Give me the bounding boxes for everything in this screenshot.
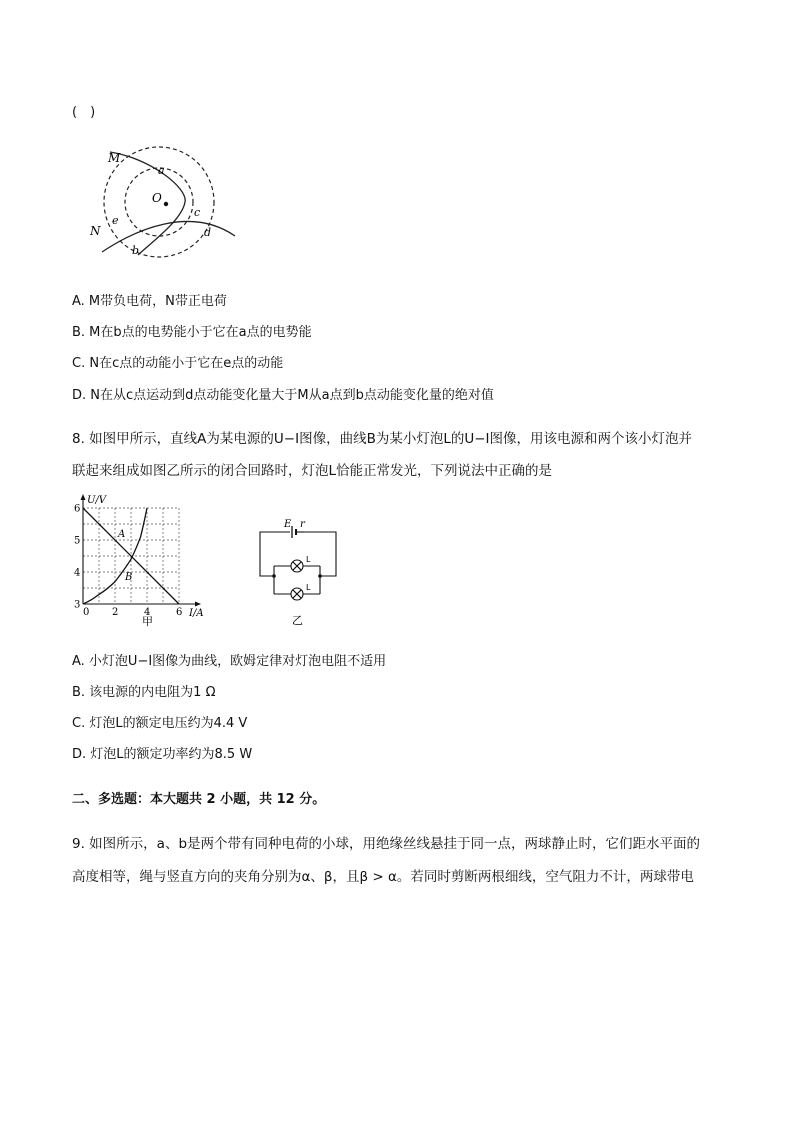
x-tick-label: 2 [112,607,119,618]
q7-option-b: B. M在b点的电势能小于它在a点的电势能 [72,325,312,340]
ui-graph [70,492,230,627]
wire-left [260,532,290,576]
field-lines-figure [80,140,250,265]
q8-stem-line1: 8. 如图甲所示，直线A为某电源的U−I图像，曲线B为某小灯泡L的U−I图像，用该电源和两个该小灯泡并 [72,431,693,447]
label-a: a [158,164,165,177]
label-d: d [204,226,212,239]
q7-option-d: D. N在从c点运动到d点动能变化量大于M从a点到b点动能变化量的绝对值 [72,388,494,403]
q9-line2: 高度相等，绳与竖直方向的夹角分别为α、β，且β > α。若同时剪断两根细线，空气阻力不计，两球带电 [72,869,694,885]
circuit-diagram [252,518,352,630]
label-e: e [112,214,119,227]
y-tick-label: 3 [74,599,81,611]
label-L1: L [306,555,311,564]
y-axis-label: U/V [87,495,107,506]
q7-option-c: C. N在c点的动能小于它在e点的动能 [72,356,284,371]
label-O: O [152,191,162,205]
section-heading: 二、多选题：本大题共 2 小题，共 12 分。 [72,792,326,807]
q7-option-a: A. M带负电荷，N带正电荷 [72,294,227,309]
label-r: r [300,519,305,530]
y-tick-label: 4 [74,567,81,579]
q8-option-a: A. 小灯泡U−I图像为曲线，欧姆定律对灯泡电阻不适用 [72,654,387,669]
graph-caption: 甲 [142,615,153,627]
y-tick-label: 6 [74,503,81,515]
label-c: c [194,206,201,219]
x-tick-label: 0 [83,607,90,618]
junction-right [318,574,322,578]
q8-option-b: B. 该电源的内电阻为1 Ω [72,685,216,700]
label-M: M [108,151,121,165]
trajectory-N [102,221,235,252]
x-axis-label: I/A [189,608,204,619]
trajectory-M [110,152,185,255]
curve-B-label: B [125,572,133,583]
x-tick-label: 6 [176,607,183,618]
circuit-caption: 乙 [292,614,303,627]
y-tick-label: 5 [74,535,81,547]
label-L2: L [306,583,311,592]
y-axis-arrow [81,494,86,500]
label-E: E [284,519,292,530]
center-point-O [164,202,168,206]
curve-A-label: A [118,529,126,540]
label-b: b [132,244,140,257]
q8-option-d: D. 灯泡L的额定功率约为8.5 W [72,747,253,762]
q8-option-c: C. 灯泡L的额定电压约为4.4 V [72,716,248,731]
q8-stem-line2: 联起来组成如图乙所示的闭合回路时，灯泡L恰能正常发光，下列说法中正确的是 [72,463,553,479]
answer-bracket: ( ) [72,105,96,120]
x-axis-arrow [195,602,201,607]
q9-line1: 9. 如图所示，a、b是两个带有同种电荷的小球，用绝缘丝线悬挂于同一点，两球静止时，它们距水平面的 [72,836,701,852]
junction-left [272,574,276,578]
label-N: N [90,224,101,238]
x-tick-label: 4 [144,607,151,618]
